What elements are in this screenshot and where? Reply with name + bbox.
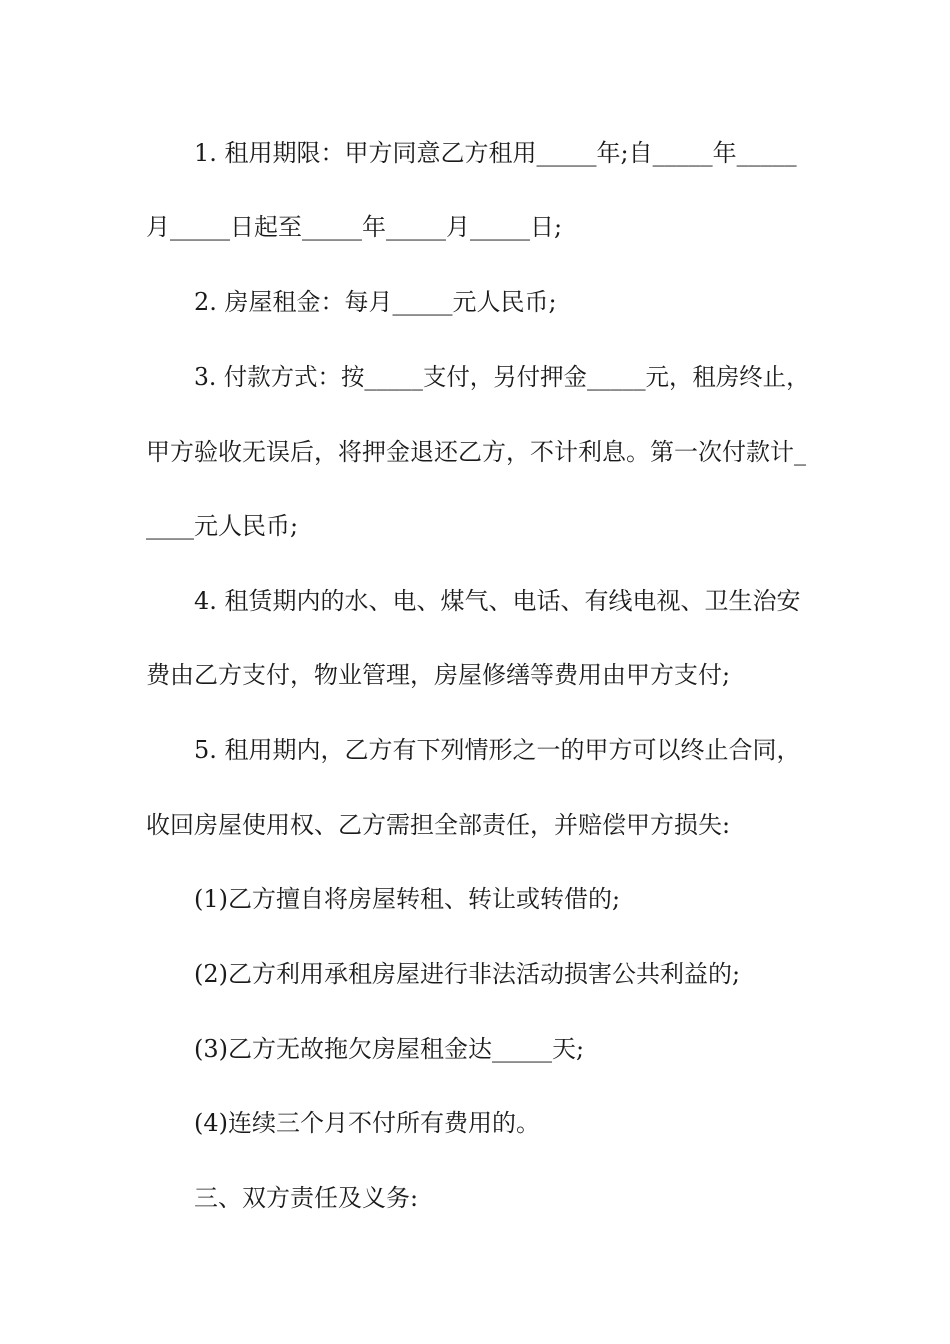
clause-3-line-2: 甲方验收无误后，将押金退还乙方，不计利息。第一次付款计_ <box>146 438 806 466</box>
sub-item-1: (1)乙方擅自将房屋转租、转让或转借的; <box>194 885 621 913</box>
clause-1-line-1: 1. 租用期限：甲方同意乙方租用_____年;自_____年_____ <box>194 139 797 167</box>
clause-1-line-2: 月_____日起至_____年_____月_____日; <box>146 213 563 241</box>
sub-item-2: (2)乙方利用承租房屋进行非法活动损害公共利益的; <box>194 960 741 988</box>
clause-5-line-2: 收回房屋使用权、乙方需担全部责任，并赔偿甲方损失: <box>146 811 731 839</box>
clause-3-line-3: ____元人民币; <box>146 512 299 540</box>
clause-5-line-1: 5. 租用期内，乙方有下列情形之一的甲方可以终止合同， <box>194 736 801 764</box>
sub-item-3: (3)乙方无故拖欠房屋租金达_____天; <box>194 1035 585 1063</box>
section-3-heading: 三、双方责任及义务: <box>194 1184 419 1212</box>
clause-3-line-1: 3. 付款方式：按_____支付，另付押金_____元，租房终止， <box>194 363 810 391</box>
clause-4-line-1: 4. 租赁期内的水、电、煤气、电话、有线电视、卫生治安 <box>194 587 801 615</box>
sub-item-4: (4)连续三个月不付所有费用的。 <box>194 1109 540 1137</box>
clause-2-line-1: 2. 房屋租金：每月_____元人民币; <box>194 288 557 316</box>
clause-4-line-2: 费由乙方支付，物业管理，房屋修缮等费用由甲方支付; <box>146 661 731 689</box>
